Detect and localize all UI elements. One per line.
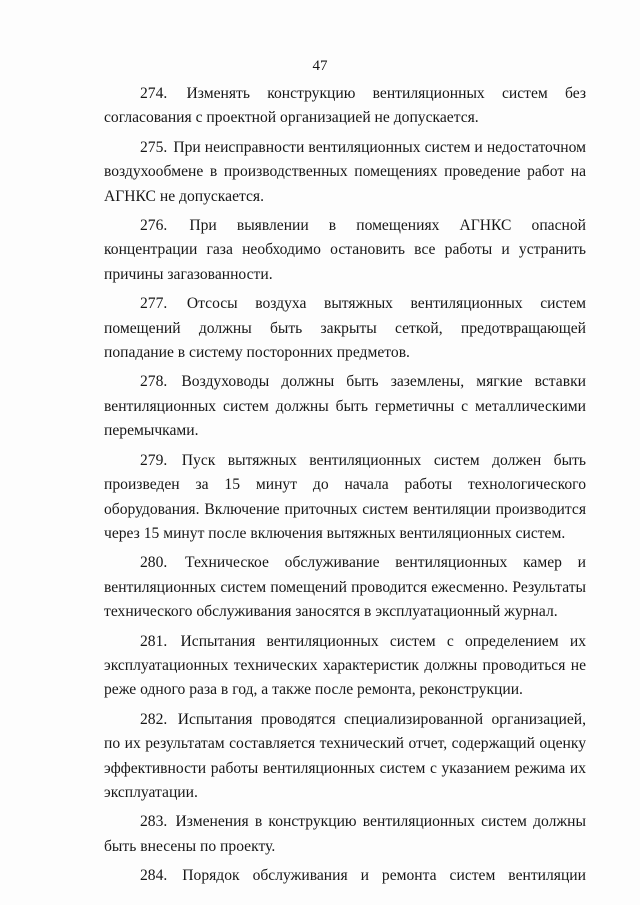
paragraph-number: 283.: [140, 813, 168, 831]
document-body: [104, 82, 586, 894]
paragraph-text: Изменять конструкцию вентиляционных систем без согласования с проектной организацией не допускается.: [104, 85, 586, 127]
paragraph-text: Техническое обслуживание вентиляционных камер и вентиляционных систем помещений проводится ежесменно. Результаты технического обслуживания заносятся в эксплуатационный журнал.: [104, 554, 586, 621]
paragraph-278: [104, 370, 586, 443]
paragraph-number: 280.: [140, 554, 168, 572]
paragraph-number: 276.: [140, 217, 168, 235]
paragraph-280: [104, 551, 586, 624]
paragraph-number: 277.: [140, 295, 168, 313]
paragraph-281: [104, 630, 586, 703]
paragraph-284: [104, 864, 586, 888]
paragraph-number: 279.: [140, 451, 168, 469]
paragraph-text: Отсосы воздуха вытяжных вентиляционных систем помещений должны быть закрыты сеткой, предотвращающей попадание в систему посторонних предметов.: [104, 295, 586, 362]
paragraph-number: 282.: [140, 710, 168, 728]
paragraph-282: [104, 708, 586, 806]
paragraph-number: 275.: [140, 138, 168, 156]
page-number: 47: [312, 58, 328, 74]
paragraph-text: Воздуховоды должны быть заземлены, мягкие вставки вентиляционных систем должны быть герметичны с металлическими перемычками.: [104, 373, 586, 440]
paragraph-number: 284.: [140, 867, 168, 885]
paragraph-text: Испытания вентиляционных систем с определением их эксплуатационных технических характеристик должны проводиться не реже одного раза в год, а также после ремонта, реконструкции.: [104, 632, 587, 699]
paragraph-number: 281.: [140, 632, 168, 650]
paragraph-276: [104, 214, 586, 287]
paragraph-283: [104, 810, 586, 859]
paragraph-text: Пуск вытяжных вентиляционных систем должен быть произведен за 15 минут до начала работы технологического оборудования. Включение приточных систем вентиляции производится через 15 минут после включения вытяжных вентиляционных систем.: [104, 451, 587, 542]
paragraph-text: Изменения в конструкцию вентиляционных систем должны быть внесены по проекту.: [104, 813, 586, 855]
paragraph-number: 278.: [140, 373, 168, 391]
paragraph-279: [104, 449, 586, 547]
paragraph-text: При выявлении в помещениях АГНКС опасной концентрации газа необходимо остановить все работы и устранить причины загазованности.: [104, 217, 586, 283]
paragraph-275: [104, 136, 586, 209]
paragraph-277: [104, 292, 586, 365]
paragraph-number: 274.: [140, 85, 168, 102]
paragraph-274: [104, 82, 586, 131]
paragraph-text: При неисправности вентиляционных систем и недостаточном воздухообмене в производственных помещениях проведение работ на АГНКС не допускается.: [104, 138, 587, 205]
paragraph-text: Испытания проводятся специализированной организацией, по их результатам составляется технический отчет, содержащий оценку эффективности работы вентиляционных систем с указанием режима их эксплуатации.: [104, 710, 586, 801]
paragraph-text: Порядок обслуживания и ремонта систем вентиляции: [182, 867, 586, 885]
